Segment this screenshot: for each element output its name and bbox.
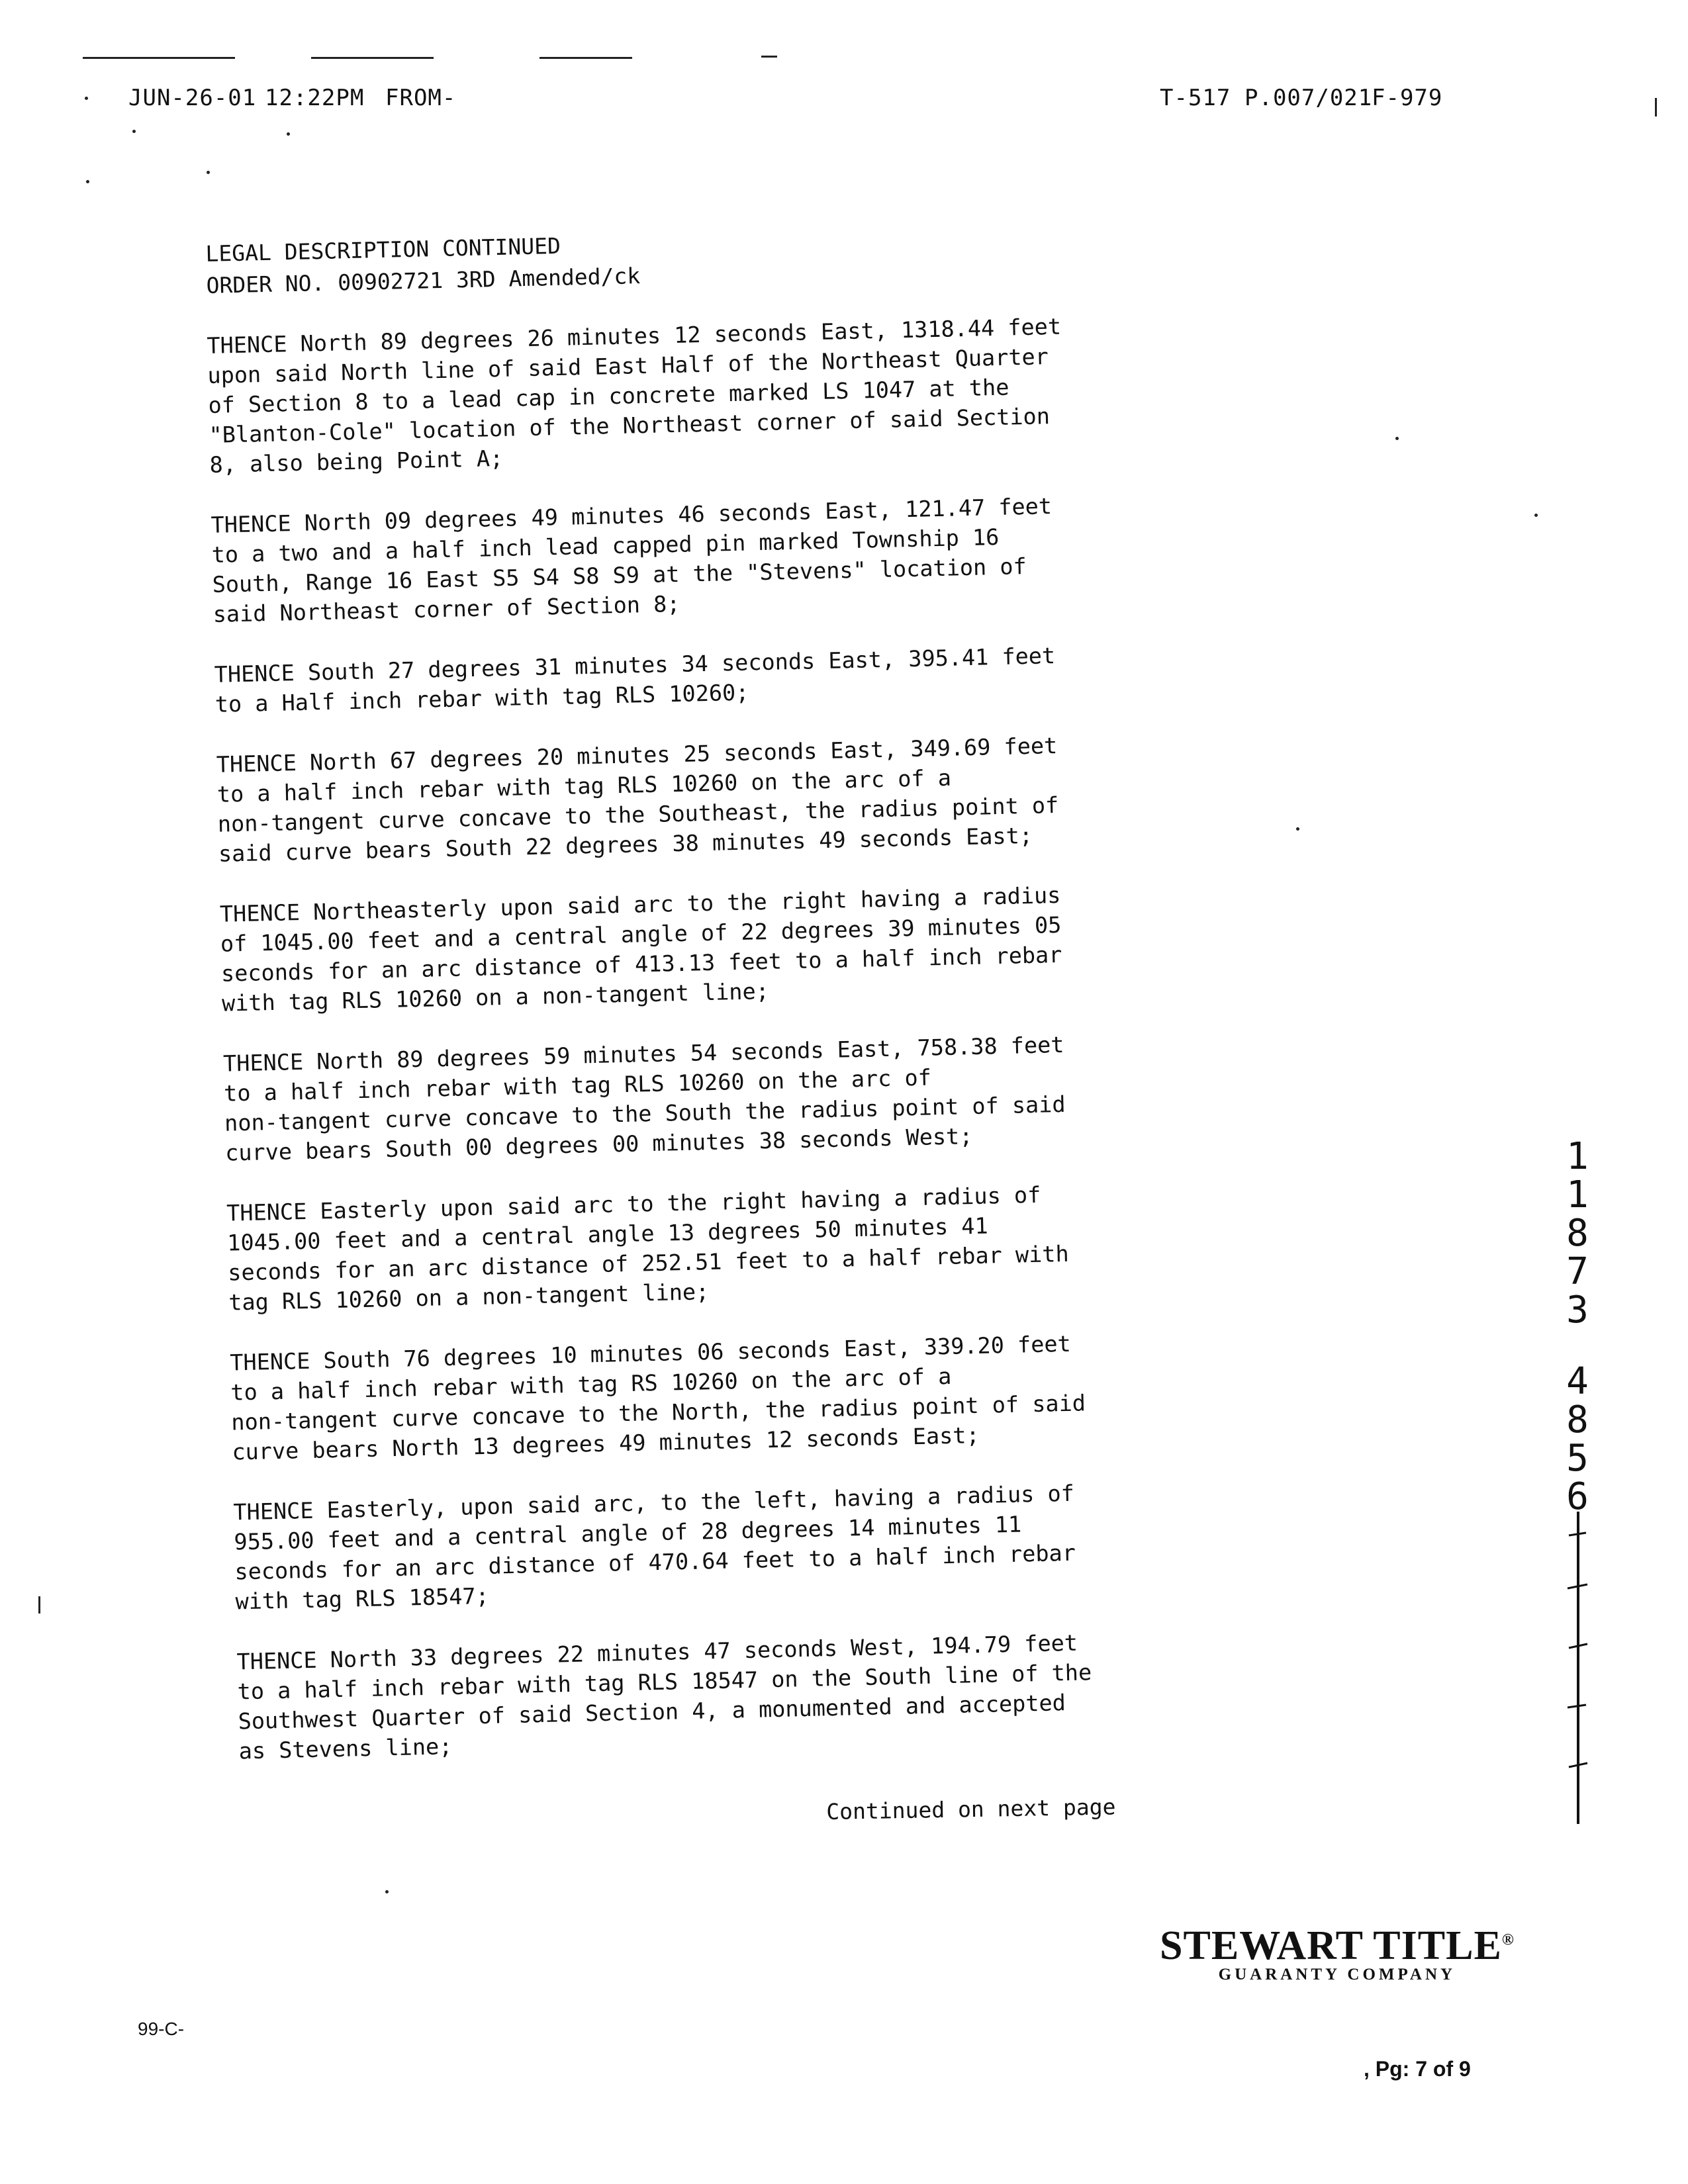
fax-time: 12:22PM bbox=[265, 85, 365, 111]
recording-number bbox=[1561, 1135, 1594, 1518]
recording-digit: 8 bbox=[1566, 1212, 1589, 1255]
continued-note: Continued on next page bbox=[826, 1794, 1116, 1825]
legal-description-paragraph: THENCE North 09 degrees 49 minutes 46 seconds East, 121.47 feet to a two and a half inch lead capped pin marked Township 16 South, Range 16 East S5 S4 S8 S9 at the "Stevens" location of said Northeast corner of Section 8; bbox=[211, 493, 1053, 627]
scan-speck bbox=[1296, 827, 1299, 831]
fax-page-count: P.007/021 bbox=[1244, 85, 1373, 111]
scan-speck bbox=[385, 1890, 389, 1893]
logo-company-sub: GUARANTY COMPANY bbox=[1218, 1966, 1456, 1983]
fax-header-rule bbox=[761, 56, 777, 58]
fax-code: F-979 bbox=[1372, 85, 1443, 111]
legal-description-paragraph: THENCE Easterly, upon said arc, to the left, having a radius of 955.00 feet and a central angle of 28 degrees 14 minutes 11 seconds for an arc distance of 470.64 feet to a half inch rebar with tag RLS 18547; bbox=[233, 1480, 1076, 1615]
fax-transmission-id: T-517 bbox=[1160, 85, 1231, 111]
form-code: 99-C- bbox=[138, 2019, 185, 2039]
recording-digit: 1 bbox=[1566, 1173, 1589, 1216]
scan-speck bbox=[132, 130, 136, 133]
legal-description-paragraph: THENCE Northeasterly upon said arc to the right having a radius of 1045.00 feet and a central angle of 22 degrees 39 minutes 05 seconds for an arc distance of 413.13 feet to a half inch rebar with tag RLS 10260 on a non-tangent line; bbox=[219, 882, 1062, 1017]
recording-digit: 3 bbox=[1566, 1289, 1589, 1332]
document-title: LEGAL DESCRIPTION CONTINUED bbox=[205, 232, 561, 267]
document-heading bbox=[205, 228, 641, 302]
legal-description-paragraph: THENCE North 33 degrees 22 minutes 47 seconds West, 194.79 feet to a half inch rebar with tag RLS 18547 on the South line of the Southwest Quarter of said Section 4, a monumented and accepted as Stevens line; bbox=[236, 1629, 1092, 1764]
recording-digit: 1 bbox=[1566, 1135, 1589, 1178]
scan-speck bbox=[287, 132, 290, 136]
legal-description-body bbox=[207, 308, 1246, 1797]
scan-speck bbox=[86, 180, 89, 183]
recording-digit: 5 bbox=[1566, 1437, 1589, 1480]
page-number: , Pg: 7 of 9 bbox=[1364, 2057, 1471, 2081]
fax-header-rule bbox=[539, 57, 632, 59]
fax-from: FROM- bbox=[385, 85, 457, 111]
scan-mark bbox=[38, 1596, 40, 1614]
legal-description-paragraph: THENCE South 76 degrees 10 minutes 06 seconds East, 339.20 feet to a half inch rebar with tag RS 10260 on the arc of a non-tangent curve concave to the North, the radius point of said curve bears North 13 degrees 49 minutes 12 seconds East; bbox=[229, 1330, 1086, 1465]
order-number: ORDER NO. 00902721 3RD Amended/ck bbox=[206, 263, 641, 298]
margin-handwritten-mark bbox=[1564, 1509, 1593, 1827]
fax-header bbox=[0, 85, 1688, 124]
legal-description-paragraph: THENCE North 89 degrees 59 minutes 54 seconds East, 758.38 feet to a half inch rebar with tag RLS 10260 on the arc of non-tangent curve concave to the South the radius point of said curve bears South 00 degrees 00 minutes 38 seconds West; bbox=[222, 1031, 1066, 1166]
stewart-title-logo bbox=[1160, 1923, 1515, 1984]
legal-description-paragraph: THENCE South 27 degrees 31 minutes 34 seconds East, 395.41 feet to a Half inch rebar with tag RLS 10260; bbox=[214, 643, 1056, 717]
legal-description-paragraph: THENCE North 89 degrees 26 minutes 12 seconds East, 1318.44 feet upon said North line of said East Half of the Northeast Quarter of Section 8 to a lead cap in concrete marked LS 1047 at the "Blanton-Cole" location of the Northeast corner of said Section 8, also being Point A; bbox=[207, 313, 1062, 478]
scan-speck bbox=[1534, 514, 1538, 517]
fax-header-rule bbox=[311, 57, 434, 59]
fax-header-rule bbox=[83, 57, 235, 59]
recording-digit: 8 bbox=[1566, 1398, 1589, 1441]
scan-speck bbox=[1395, 437, 1399, 440]
recording-digit: 7 bbox=[1566, 1250, 1589, 1293]
legal-description-paragraph: THENCE North 67 degrees 20 minutes 25 seconds East, 349.69 feet to a half inch rebar with tag RLS 10260 on the arc of a non-tangent curve concave to the Southeast, the radius point of said curve bears South 22 degrees 38 minutes 49 seconds East; bbox=[216, 733, 1059, 867]
recording-digit: 4 bbox=[1566, 1360, 1589, 1403]
logo-company-name: STEWART TITLE® bbox=[1160, 1923, 1515, 1968]
scan-speck bbox=[207, 171, 210, 174]
fax-date: JUN-26-01 bbox=[128, 85, 257, 111]
recording-digit: 6 bbox=[1566, 1475, 1589, 1518]
legal-description-paragraph: THENCE Easterly upon said arc to the right having a radius of 1045.00 feet and a central angle 13 degrees 50 minutes 41 seconds for an arc distance of 252.51 feet to a half rebar with tag RLS 10260 on a non-tangent line; bbox=[226, 1181, 1070, 1316]
